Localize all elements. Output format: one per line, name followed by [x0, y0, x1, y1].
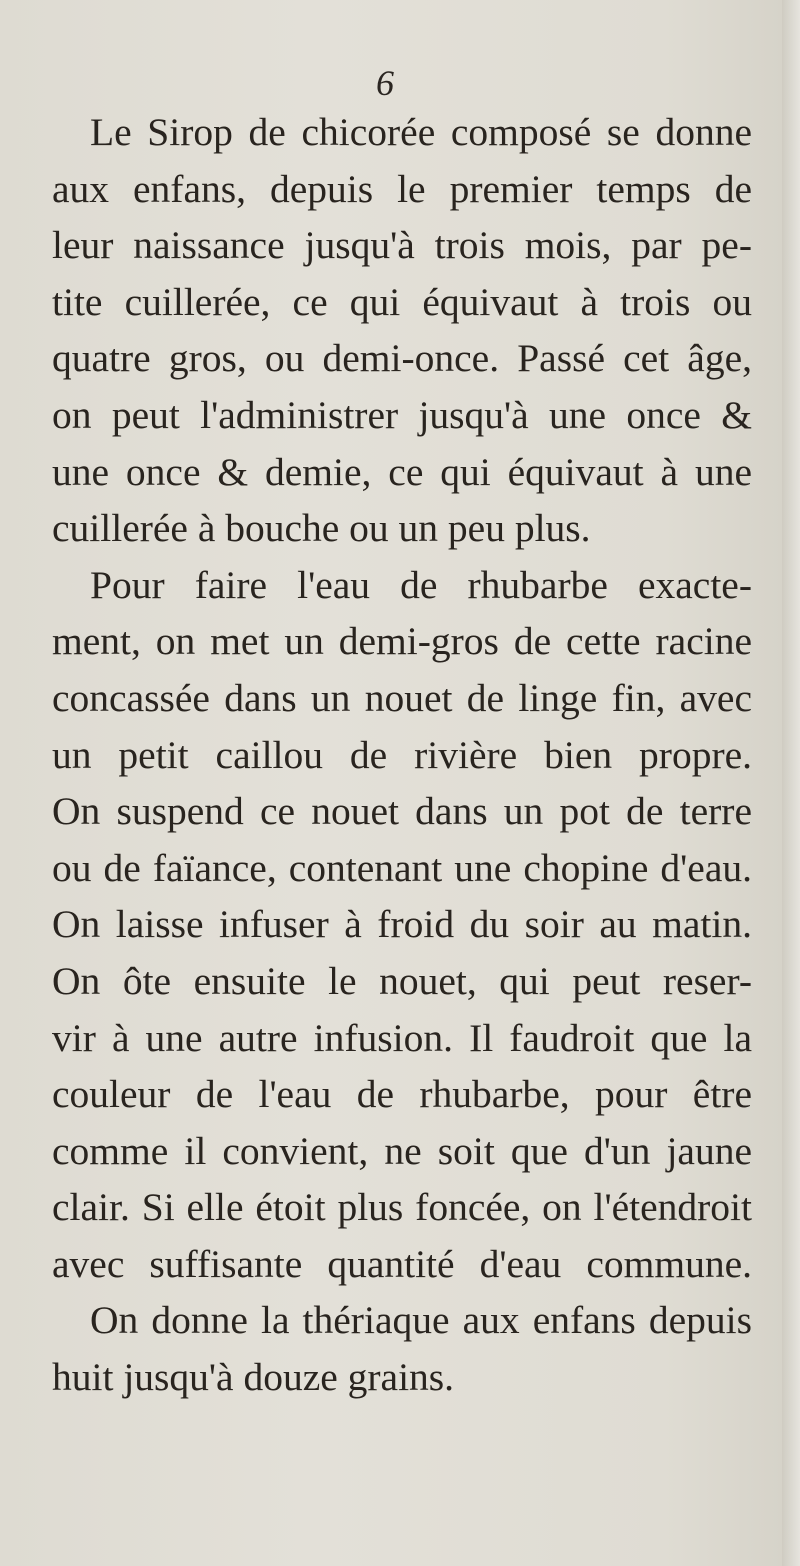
text-line: clair. Si elle étoit plus foncée, on l'étendroit [52, 1185, 752, 1230]
text-line: On ôte ensuite le nouet, qui peut reser- [52, 958, 752, 1003]
text-line: ment, on met un demi-gros de cette racine [52, 619, 752, 664]
text-line: Le Sirop de chicorée composé se donne [90, 110, 752, 154]
text-line: leur naissance jusqu'à trois mois, par pe- [52, 223, 752, 268]
text-line: huit jusqu'à douze grains. [52, 1355, 455, 1400]
text-line: tite cuillerée, ce qui équivaut à trois ou [52, 279, 752, 324]
text-line: On donne la thériaque aux enfans depuis [90, 1298, 752, 1343]
page-edge [782, 0, 800, 1566]
text-line: couleur de l'eau de rhubarbe, pour être [52, 1072, 752, 1117]
text-line: vir à une autre infusion. Il faudroit que la [52, 1015, 752, 1060]
text-line: un petit caillou de rivière bien propre. [52, 732, 752, 777]
text-line: quatre gros, ou demi-once. Passé cet âge, [52, 336, 752, 381]
page-number: 6 [376, 63, 394, 103]
text-line: concassée dans un nouet de linge fin, avec [52, 675, 752, 720]
text-line: comme il convient, ne soit que d'un jaune [52, 1128, 752, 1173]
text-line: cuillerée à bouche ou un peu plus. [52, 506, 591, 551]
text-line: on peut l'administrer jusqu'à une once & [52, 392, 752, 437]
body-text [52, 104, 752, 1406]
text-line: ou de faïance, contenant une chopine d'eau. [52, 845, 752, 890]
text-line: On suspend ce nouet dans un pot de terre [52, 789, 752, 834]
text-line: On laisse infuser à froid du soir au matin. [52, 902, 752, 947]
text-line: avec suffisante quantité d'eau commune. [52, 1241, 752, 1286]
text-line: aux enfans, depuis le premier temps de [52, 166, 752, 211]
text-line: Pour faire l'eau de rhubarbe exacte- [90, 562, 752, 607]
text-line: une once & demie, ce qui équivaut à une [52, 449, 752, 494]
